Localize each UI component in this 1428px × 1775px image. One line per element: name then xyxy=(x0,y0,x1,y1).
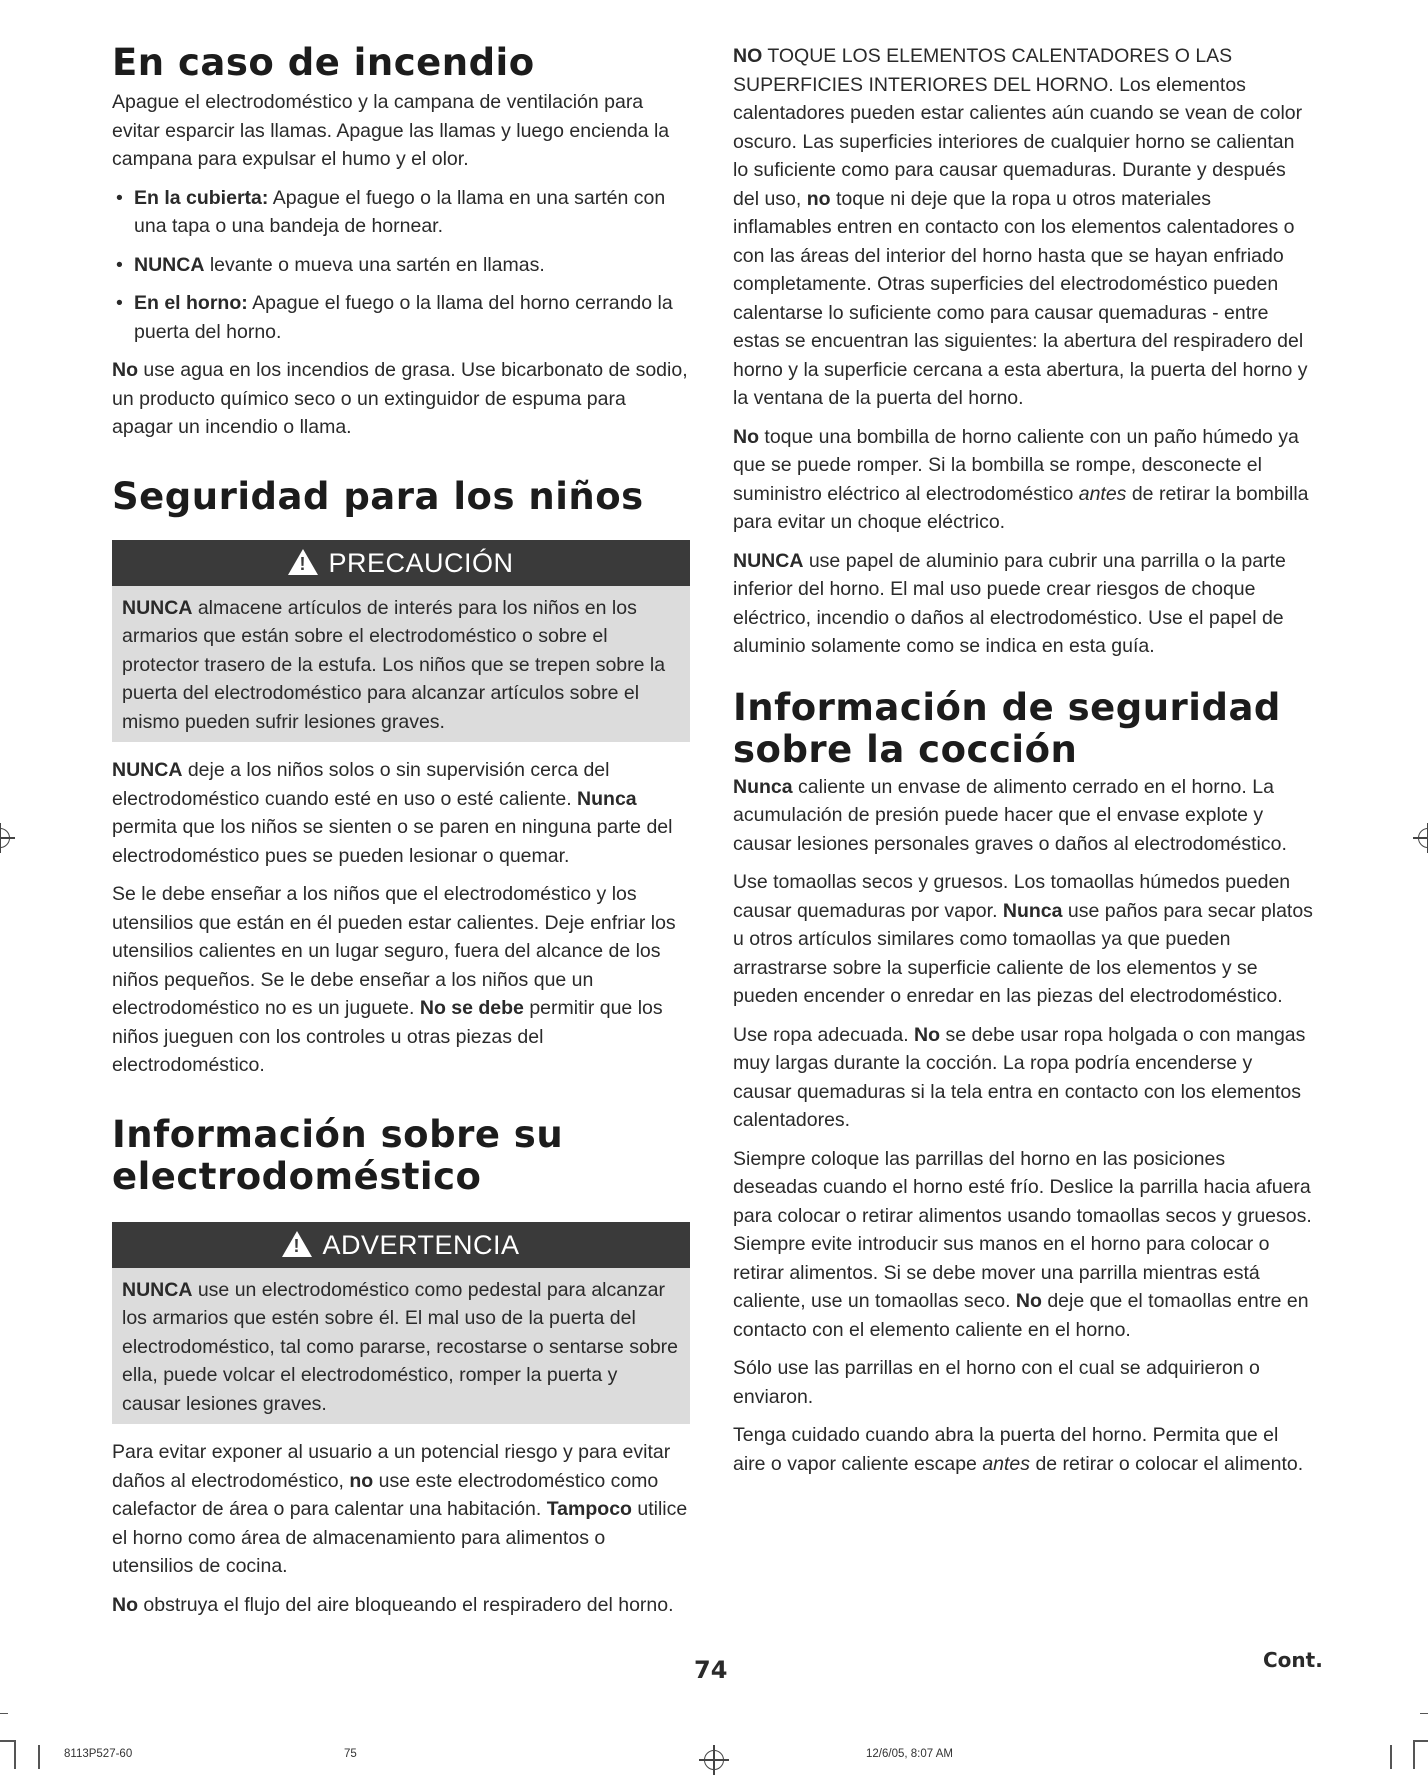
registration-mark-left xyxy=(0,828,10,848)
crop-mark xyxy=(38,1745,40,1769)
right-column xyxy=(733,42,1313,1488)
crop-mark xyxy=(14,1740,16,1769)
warning-header xyxy=(112,1222,690,1268)
elements-paragraph-1: NO TOQUE LOS ELEMENTOS CALENTADORES O LAS SUPERFICIES INTERIORES DEL HORNO. Los elementos calentadores pueden estar calientes aún cuando se vean de color oscuro. Las superficies interiores de cualquier horno se calientan lo suficiente como para causar quemaduras. Durante y después del uso, no toque ni deje que la ropa u otros materiales inflamables entren en contacto con los elementos calentadores o con las áreas del interior del horno hasta que se hayan enfriado completamente. Otras superficies del electrodoméstico pueden calentarse lo suficiente como para causar quemaduras - entre estas se encuentran las siguientes: la abertura del respiradero del horno y la superficie cercana a esta abertura, la puerta del horno y la ventana de la puerta del horno. xyxy=(733,45,1308,409)
registration-mark-right xyxy=(1418,828,1428,848)
warning-box xyxy=(112,1222,690,1425)
fire-bullets xyxy=(112,184,690,347)
fire-title: En caso de incendio xyxy=(112,41,535,84)
caution-text: NUNCA almacene artículos de interés para los niños en los armarios que están sobre el electrodoméstico o sobre el protector trasero de la estufa. Los niños que se trepen sobre la puerta del electrodoméstico para alcanzar artículos sobre el mismo pueden sufrir lesiones graves. xyxy=(112,586,690,743)
cooking-paragraph-3: Use ropa adecuada. No se debe usar ropa holgada o con mangas muy largas durante la cocción. La ropa podría encenderse y causar quemaduras si la tela entra en contacto con los elementos calentadores. xyxy=(733,1023,1306,1131)
crop-mark xyxy=(0,1740,14,1742)
fire-intro: Apague el electrodoméstico y la campana de ventilación para evitar esparcir las llamas. Apague las llamas y luego encienda la campana para expulsar el humo y el olor. xyxy=(112,91,670,170)
appliance-paragraph-2: No obstruya el flujo del aire bloqueando el respiradero del horno. xyxy=(112,1593,674,1616)
cooking-paragraph-2: Use tomaollas secos y gruesos. Los tomaollas húmedos pueden causar quemaduras por vapor. Nunca use paños para secar platos u otros artículos similares como tomaollas ya que pueden arrastrarse sobre la superficie caliente de los elementos y se pueden encender o enredar en las piezas del electrodoméstico. xyxy=(733,871,1313,1007)
elements-paragraph-2: No toque una bombilla de horno caliente con un paño húmedo ya que se puede romper. Si la bombilla se rompe, desconecte el suministro eléctrico al electrodoméstico antes de retirar la bombilla para evitar un choque eléctrico. xyxy=(733,425,1309,533)
children-paragraph-2: Se le debe enseñar a los niños que el electrodoméstico y los utensilios que están en él pueden estar calientes. Deje enfriar los utensilios calientes en un lugar seguro, fuera del alcance de los niños pequeños. Se le debe enseñar a los niños que un electrodoméstico no es un juguete. No se debe permitir que los niños jueguen con los controles u otras piezas del electrodoméstico. xyxy=(112,883,676,1076)
crop-mark xyxy=(1413,1740,1415,1769)
crop-mark xyxy=(0,1713,8,1714)
cooking-title: Información de seguridad sobre la cocción xyxy=(733,685,1281,771)
children-paragraph-1: NUNCA deje a los niños solos o sin supervisión cerca del electrodoméstico cuando esté en uso o esté caliente. Nunca permita que los niños se sienten o se paren en ninguna parte del electrodoméstico pues se pueden lesionar o quemar. xyxy=(112,759,673,867)
warning-triangle-icon: ! xyxy=(282,1231,312,1257)
warning-triangle-icon: ! xyxy=(288,549,318,575)
footer-code: 8113P527-60 xyxy=(64,1748,133,1760)
footer-sheet: 75 xyxy=(344,1748,357,1760)
children-section xyxy=(112,476,690,1080)
fire-grease-note: No use agua en los incendios de grasa. Use bicarbonato de sodio, un producto químico seco o un extinguidor de espuma para apagar un incendio o llama. xyxy=(112,359,688,438)
fire-bullet-oven: • En el horno: Apague el fuego o la llama del horno cerrando la puerta del horno. xyxy=(112,289,690,346)
warning-text: NUNCA use un electrodoméstico como pedestal para alcanzar los armarios que estén sobre él. El mal uso de la puerta del electrodoméstico, tal como pararse, recostarse o sentarse sobre ella, puede volcar el electrodoméstico, romper la puerta y causar lesiones graves. xyxy=(112,1268,690,1425)
cooking-paragraph-6: Tenga cuidado cuando abra la puerta del horno. Permita que el aire o vapor caliente escape antes de retirar o colocar el alimento. xyxy=(733,1424,1304,1475)
page-number: 74 xyxy=(694,1656,728,1684)
elements-section xyxy=(733,42,1313,661)
cooking-paragraph-5: Sólo use las parrillas en el horno con el cual se adquirieron o enviaron. xyxy=(733,1357,1260,1408)
appliance-section xyxy=(112,1114,690,1620)
fire-never-note: • NUNCA levante o mueva una sartén en llamas. xyxy=(112,251,690,280)
crop-mark xyxy=(1420,1713,1428,1714)
registration-mark-bottom xyxy=(704,1750,724,1770)
caution-header xyxy=(112,540,690,586)
cooking-section xyxy=(733,687,1313,1479)
appliance-title: Información sobre su electrodoméstico xyxy=(112,1112,564,1198)
elements-paragraph-3: NUNCA use papel de aluminio para cubrir una parrilla o la parte inferior del horno. El mal uso puede crear riesgos de choque eléctrico, incendio o daños al electrodoméstico. Use el papel de aluminio solamente como se indica en esta guía. xyxy=(733,549,1286,657)
crop-mark xyxy=(1414,1740,1428,1742)
caution-title: PRECAUCIÓN xyxy=(328,547,514,578)
left-column xyxy=(112,42,690,1629)
fire-bullet-cooktop: • En la cubierta: Apague el fuego o la llama en una sartén con una tapa o una bandeja de hornear. xyxy=(112,184,690,241)
cooking-paragraph-4: Siempre coloque las parrillas del horno en las posiciones deseadas cuando el horno esté frío. Deslice la parrilla hacia afuera para colocar o retirar alimentos usando tomaollas secos y gruesos. Siempre evite introducir sus manos en el horno para colocar o retirar alimentos. Si se debe mover una parrilla mientras está caliente, use un tomaollas seco. No deje que el tomaollas entre en contacto con el elemento caliente en el horno. xyxy=(733,1147,1312,1341)
cooking-paragraph-1: Nunca caliente un envase de alimento cerrado en el horno. La acumulación de presión puede hacer que el envase explote y causar lesiones personales graves o daños al electrodoméstico. xyxy=(733,775,1287,855)
warning-title: ADVERTENCIA xyxy=(322,1229,520,1260)
crop-mark xyxy=(1390,1745,1392,1769)
caution-box xyxy=(112,540,690,743)
appliance-paragraph-1: Para evitar exponer al usuario a un potencial riesgo y para evitar daños al electrodoméstico, no use este electrodoméstico como calefactor de área o para calentar una habitación. Tampoco utilice el horno como área de almacenamiento para alimentos o utensilios de cocina. xyxy=(112,1441,688,1577)
children-title: Seguridad para los niños xyxy=(112,474,644,518)
continued-label: Cont. xyxy=(1263,1648,1323,1672)
footer-datetime: 12/6/05, 8:07 AM xyxy=(866,1748,953,1760)
fire-section xyxy=(112,42,690,442)
